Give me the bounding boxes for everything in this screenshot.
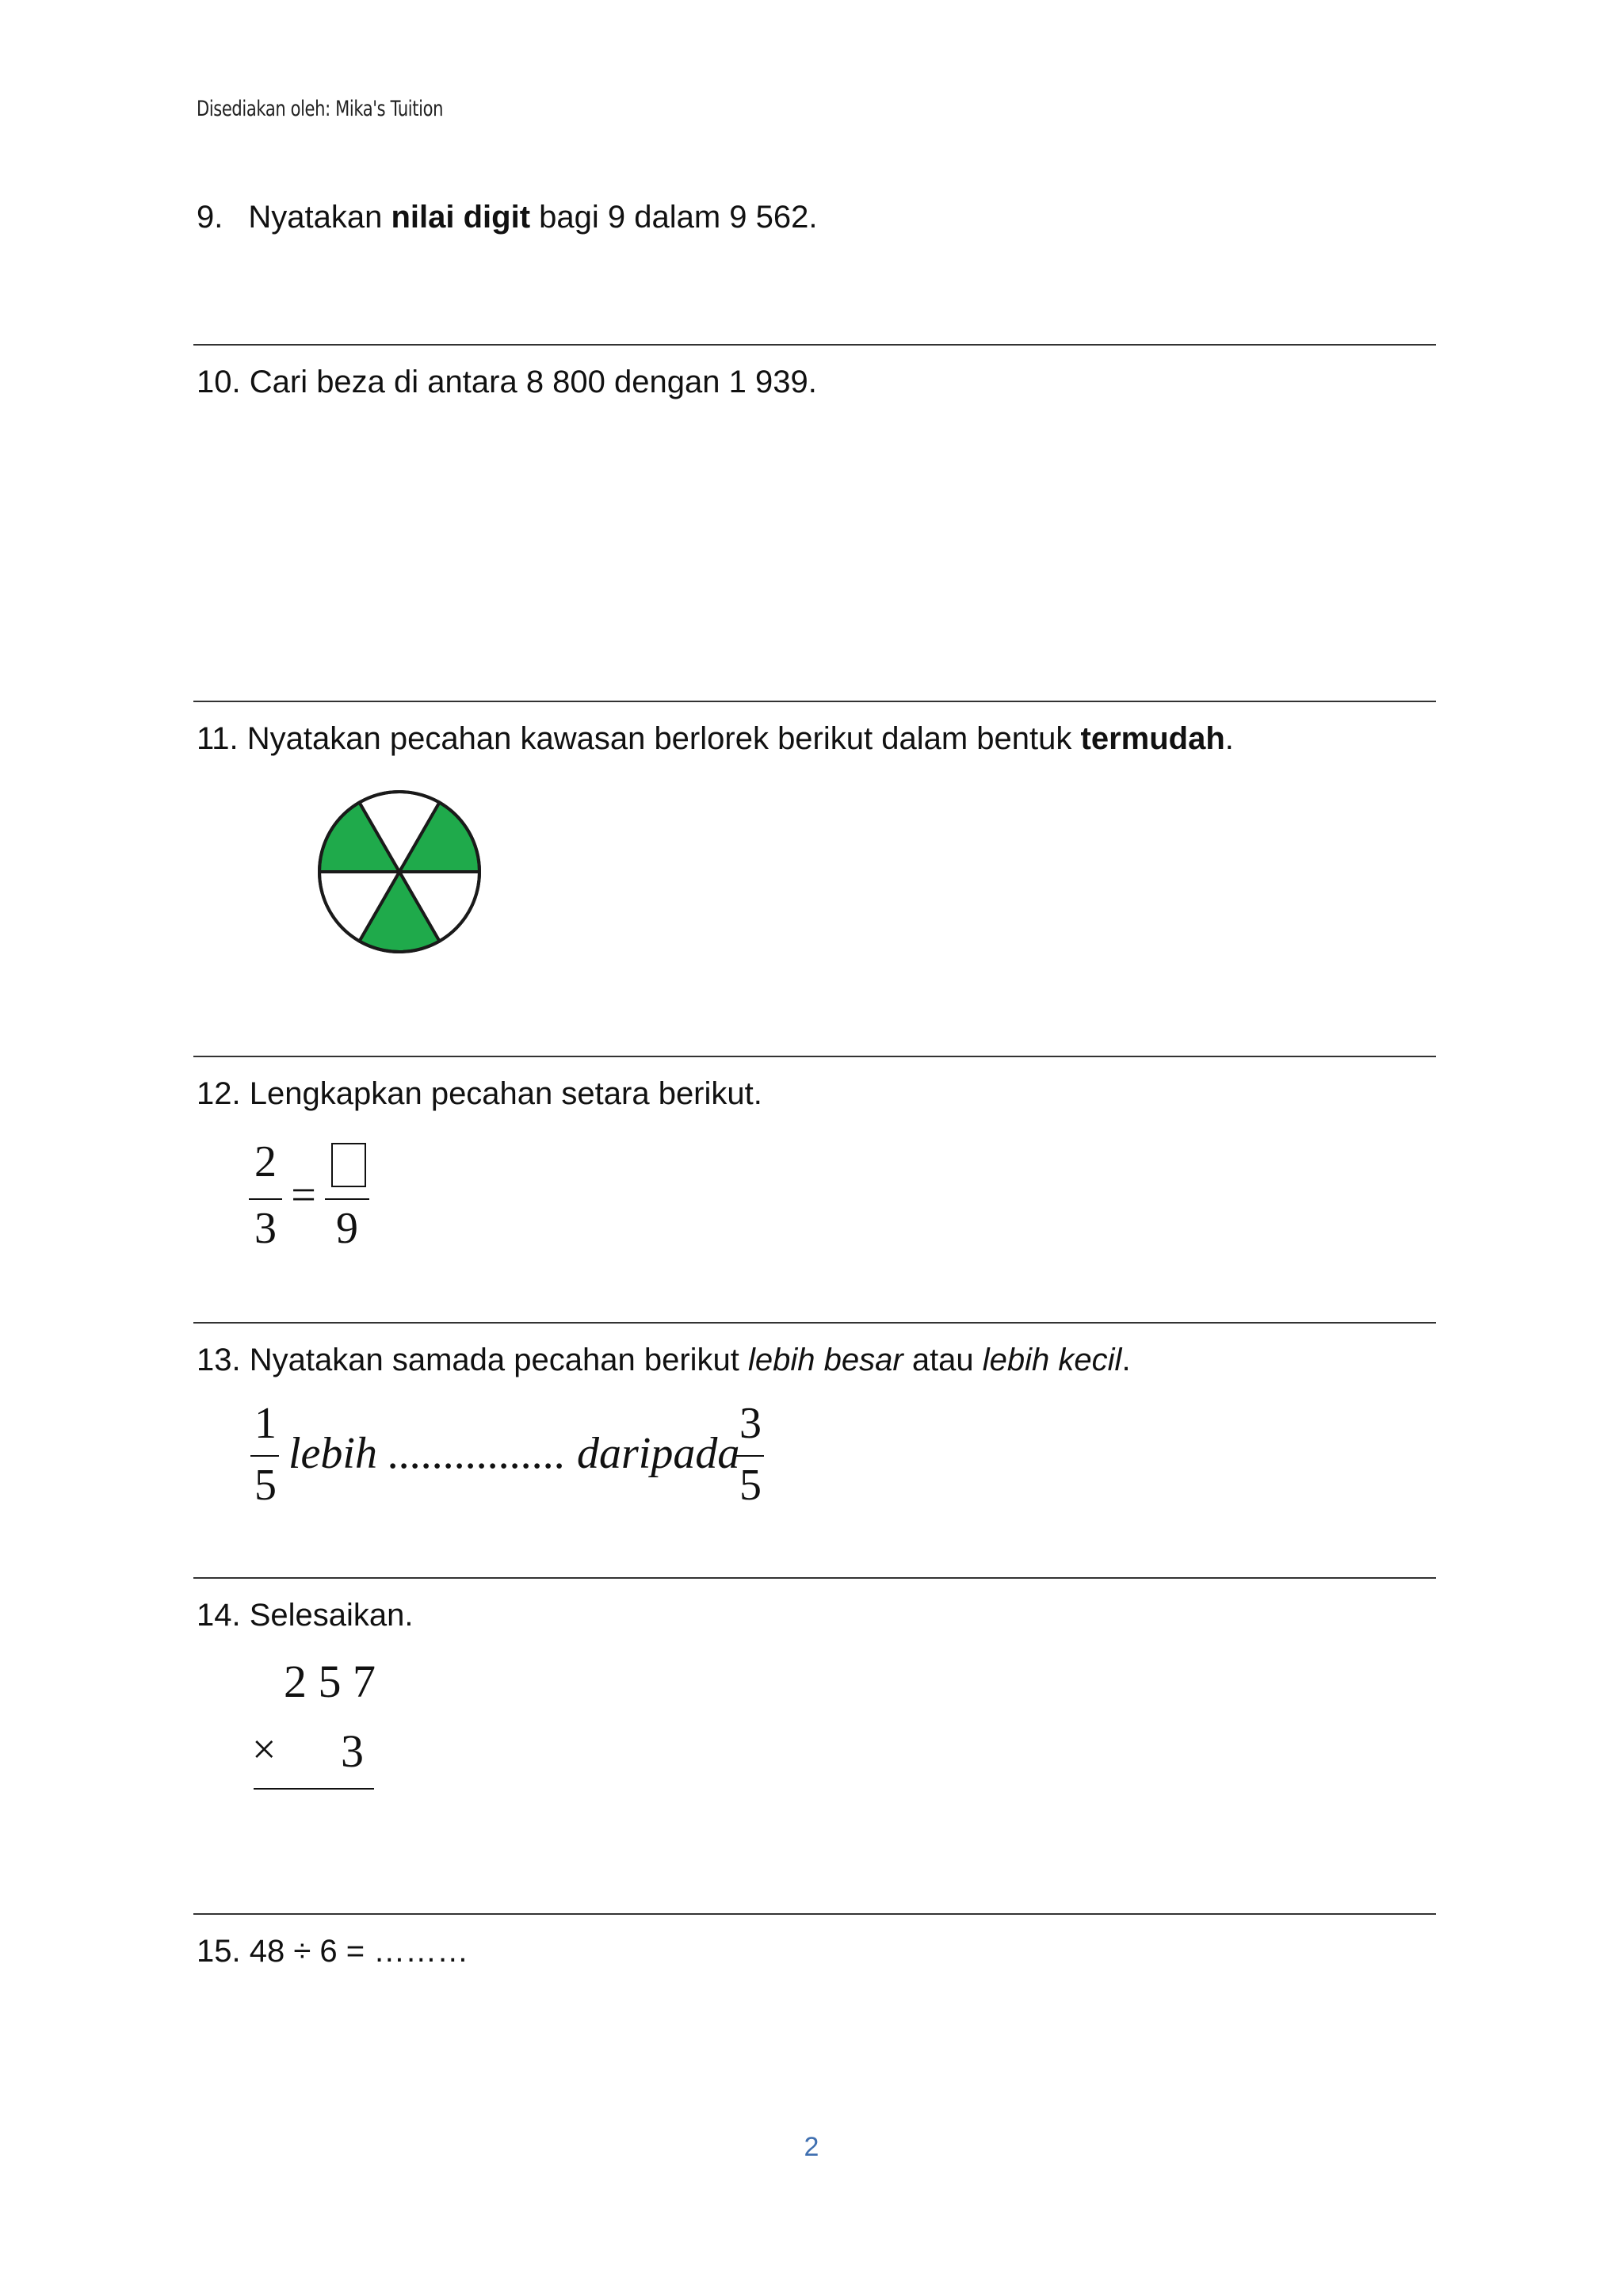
multiplicand: 2 5 7 — [284, 1656, 376, 1707]
question-text: Lengkapkan pecahan setara berikut. — [249, 1076, 762, 1111]
fraction-bar — [325, 1198, 369, 1200]
question-text: . — [1121, 1343, 1131, 1377]
times-sign: × — [252, 1725, 277, 1773]
question-9 — [197, 198, 818, 236]
multiplication-problem — [252, 1655, 395, 1797]
phrase-end: daripada — [576, 1429, 740, 1478]
phrase-start: lebih — [288, 1429, 377, 1478]
divider — [193, 1913, 1436, 1915]
question-text: Nyatakan — [248, 200, 391, 235]
question-text: 48 ÷ 6 = ……… — [249, 1934, 469, 1969]
question-12 — [197, 1075, 762, 1113]
bold-term: nilai digit — [391, 200, 531, 235]
italic-term: lebih kecil — [982, 1343, 1122, 1377]
question-number: 14. — [197, 1598, 241, 1633]
question-10 — [197, 363, 817, 401]
rhs-denominator: 9 — [336, 1204, 358, 1253]
divider — [193, 1577, 1436, 1579]
first-denominator: 5 — [254, 1461, 277, 1510]
fraction-bar — [735, 1455, 764, 1457]
bold-term: termudah — [1080, 721, 1225, 756]
question-text: atau — [903, 1343, 983, 1377]
header-credit: Disediakan oleh: Mika's Tuition — [197, 97, 444, 121]
question-text: Nyatakan samada pecahan berikut — [249, 1343, 749, 1377]
fraction-bar — [250, 1455, 279, 1457]
question-text: Nyatakan pecahan kawasan berlorek berikut dalam bentuk — [246, 721, 1081, 756]
question-number: 15. — [197, 1934, 241, 1969]
equals-sign: = — [291, 1171, 316, 1220]
comparison-phrase — [288, 1428, 739, 1479]
answer-dots[interactable]: ................ — [388, 1429, 566, 1478]
answer-line — [254, 1788, 374, 1790]
fraction-comparison — [246, 1398, 800, 1517]
shaded-circle-figure — [314, 786, 485, 957]
question-number: 10. — [197, 365, 241, 399]
divider — [193, 701, 1436, 702]
question-11 — [197, 720, 1234, 758]
divider — [193, 1322, 1436, 1324]
divider — [193, 344, 1436, 346]
question-13 — [197, 1341, 1131, 1379]
multiplier: 3 — [341, 1725, 364, 1777]
divider — [193, 1056, 1436, 1057]
question-text: bagi 9 dalam 9 562. — [530, 200, 818, 235]
lhs-numerator: 2 — [254, 1137, 277, 1186]
question-number: 11. — [197, 721, 239, 756]
question-text: Cari beza di antara 8 800 dengan 1 939. — [249, 365, 817, 399]
question-number: 13. — [197, 1343, 241, 1377]
second-numerator: 3 — [739, 1399, 762, 1448]
question-number: 12. — [197, 1076, 241, 1111]
question-14 — [197, 1596, 414, 1634]
equivalent-fraction — [246, 1133, 388, 1260]
question-text: Selesaikan. — [249, 1598, 414, 1633]
italic-term: lebih besar — [748, 1343, 903, 1377]
question-text: . — [1224, 721, 1234, 756]
page-number: 2 — [804, 2132, 819, 2162]
second-denominator: 5 — [739, 1461, 762, 1510]
question-15 — [197, 1932, 468, 1970]
fraction-bar — [249, 1198, 282, 1200]
answer-box[interactable] — [331, 1143, 366, 1187]
question-number: 9. — [197, 200, 223, 235]
first-numerator: 1 — [254, 1399, 277, 1448]
lhs-denominator: 3 — [254, 1204, 277, 1253]
